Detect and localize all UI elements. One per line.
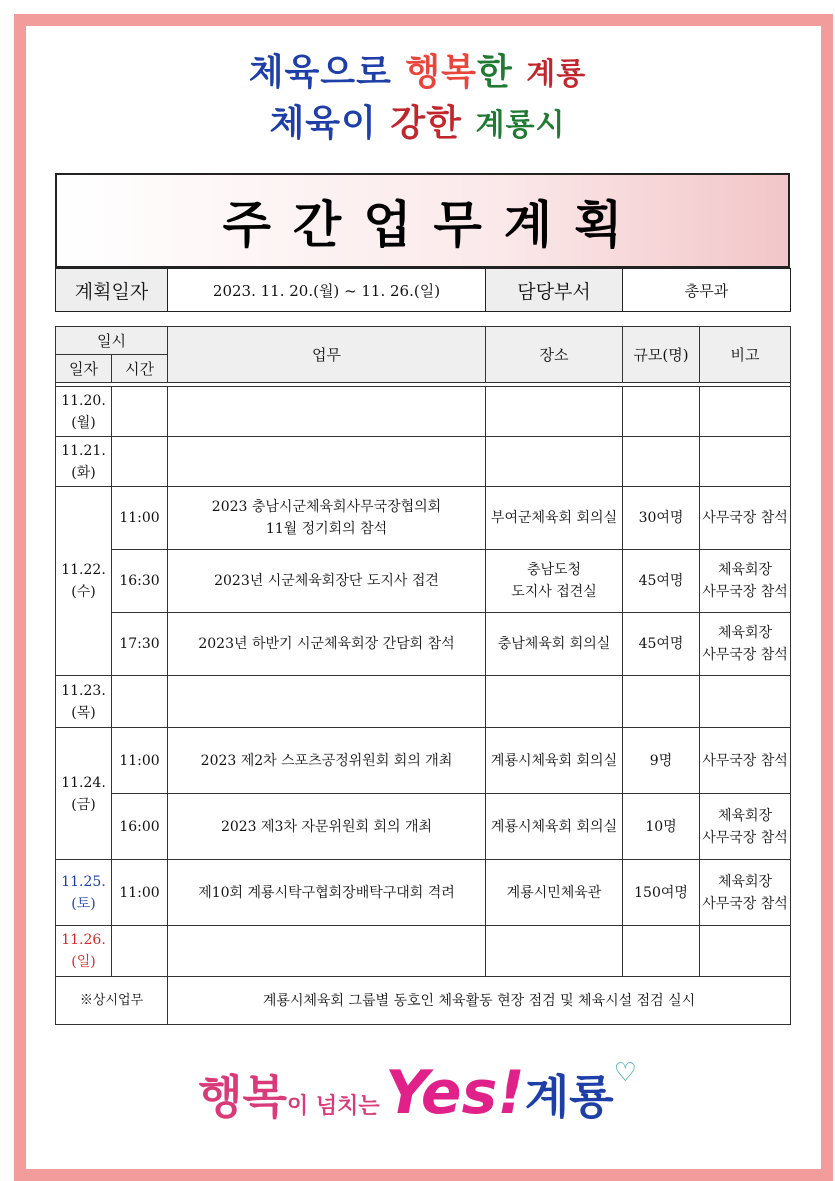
slogan-text: 체육 (248, 52, 321, 93)
footer-text: 이 넘치는 (286, 1094, 380, 1119)
dept-label: 담당부서 (486, 269, 623, 312)
table-row (56, 550, 791, 613)
dept-value: 총무과 (623, 269, 791, 312)
header-time: 시간 (112, 355, 168, 383)
header-task: 업무 (168, 327, 486, 383)
scale-cell: 10명 (623, 794, 700, 860)
location-cell: 계룡시체육회 회의실 (486, 794, 623, 860)
table-row (56, 977, 791, 1025)
regular-task-text: 계룡시체육회 그룹별 동호인 체육활동 현장 점검 및 체육시설 점검 실시 (168, 977, 791, 1025)
slogan-line-1 (0, 44, 835, 95)
slogan-line-2 (0, 95, 835, 146)
table-row (56, 387, 791, 437)
slogan-text: 체육 (269, 103, 342, 144)
time-cell: 17:30 (112, 613, 168, 676)
location-cell: 부여군체육회 회의실 (486, 487, 623, 550)
schedule-table (55, 326, 791, 1025)
heart-icon: ♡ (613, 1058, 637, 1088)
note-cell: 사무국장 참석 (700, 487, 791, 550)
scale-cell: 150여명 (623, 860, 700, 926)
date-cell: 11.20. (월) (56, 387, 112, 437)
slogan-text: 으로 (320, 52, 392, 93)
plan-info-table (55, 268, 791, 312)
regular-task-label: ※상시업무 (56, 977, 168, 1025)
location-cell: 계룡시민체육관 (486, 860, 623, 926)
table-row (56, 728, 791, 794)
footer-text: 행복 (198, 1070, 287, 1124)
location-cell: 충남도청 도지사 접견실 (486, 550, 623, 613)
scale-cell: 45여명 (623, 550, 700, 613)
slogan-text: 계룡시 (475, 108, 566, 143)
table-row (56, 794, 791, 860)
slogan-text: 계룡 (526, 57, 587, 92)
header-location: 장소 (486, 327, 623, 383)
slogan-text: 행복 (405, 52, 477, 93)
plan-date-value: 2023. 11. 20.(월) ~ 11. 26.(일) (168, 269, 486, 312)
header-note: 비고 (700, 327, 791, 383)
date-cell: 11.23. (목) (56, 676, 112, 728)
table-row (56, 676, 791, 728)
footer-slogan (0, 1058, 835, 1128)
location-cell: 계룡시체육회 회의실 (486, 728, 623, 794)
header-datetime: 일시 (56, 327, 168, 355)
table-row (56, 926, 791, 977)
scale-cell: 9명 (623, 728, 700, 794)
task-cell: 2023년 하반기 시군체육회장 간담회 참석 (168, 613, 486, 676)
footer-text: Yes! (385, 1058, 525, 1128)
note-cell: 사무국장 참석 (700, 728, 791, 794)
table-row (56, 487, 791, 550)
header-date: 일자 (56, 355, 112, 383)
plan-date-label: 계획일자 (56, 269, 168, 312)
date-cell: 11.26. (일) (56, 926, 112, 977)
scale-cell: 45여명 (623, 613, 700, 676)
title-banner (55, 173, 790, 268)
time-cell: 11:00 (112, 860, 168, 926)
task-cell: 제10회 계룡시탁구협회장배탁구대회 격려 (168, 860, 486, 926)
task-cell: 2023년 시군체육회장단 도지사 접견 (168, 550, 486, 613)
table-row (56, 613, 791, 676)
slogan-text: 강한 (390, 103, 462, 144)
date-cell: 11.21. (화) (56, 437, 112, 487)
note-cell: 체육회장 사무국장 참석 (700, 613, 791, 676)
time-cell: 11:00 (112, 487, 168, 550)
note-cell: 체육회장 사무국장 참석 (700, 794, 791, 860)
location-cell: 충남체육회 회의실 (486, 613, 623, 676)
slogan-text: 한 (476, 52, 513, 93)
task-cell: 2023 제3차 자문위원회 회의 개최 (168, 794, 486, 860)
header-scale: 규모(명) (623, 327, 700, 383)
task-cell: 2023 제2차 스포츠공정위원회 회의 개최 (168, 728, 486, 794)
time-cell: 16:30 (112, 550, 168, 613)
footer-text: 계룡 (524, 1070, 614, 1124)
page-title: 주간업무계획 (222, 195, 645, 254)
note-cell: 체육회장 사무국장 참석 (700, 550, 791, 613)
date-cell: 11.25. (토) (56, 860, 112, 926)
task-cell: 2023 충남시군체육회사무국장협의회 11월 정기회의 참석 (168, 487, 486, 550)
table-row (56, 437, 791, 487)
date-cell: 11.22. (수) (56, 487, 112, 676)
time-cell: 11:00 (112, 728, 168, 794)
table-row (56, 860, 791, 926)
date-cell: 11.24. (금) (56, 728, 112, 860)
time-cell: 16:00 (112, 794, 168, 860)
scale-cell: 30여명 (623, 487, 700, 550)
note-cell: 체육회장 사무국장 참석 (700, 860, 791, 926)
slogan-text: 이 (341, 103, 377, 144)
